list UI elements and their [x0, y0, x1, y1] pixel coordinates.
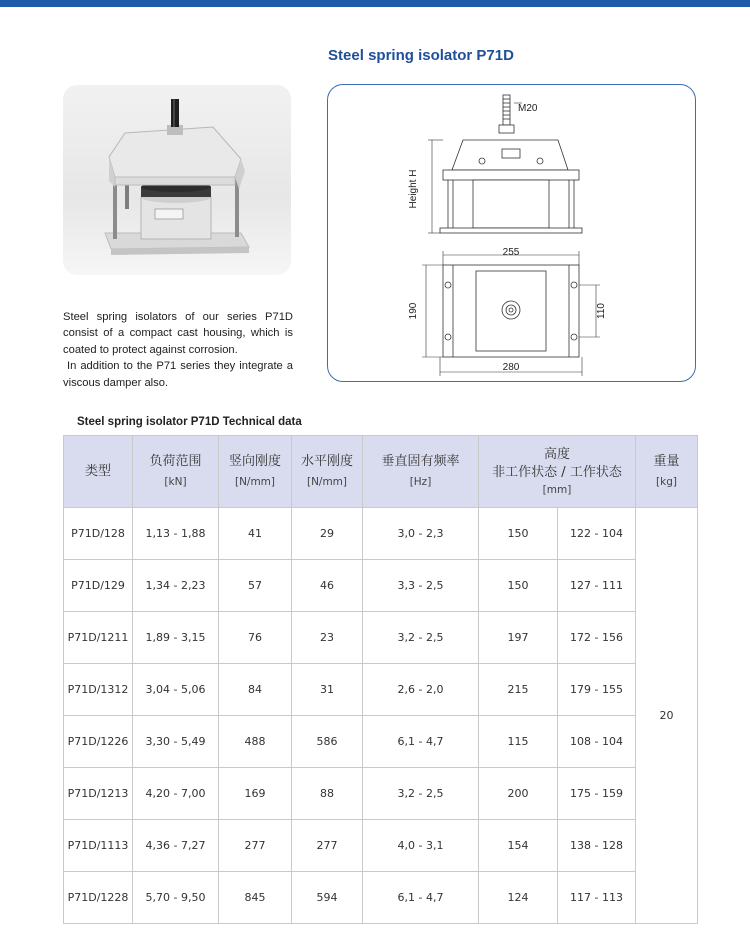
technical-data-table	[63, 435, 698, 924]
header-height: 高度 非工作状态 / 工作状态 [mm]	[479, 436, 636, 508]
dim-inner: 110	[596, 303, 607, 319]
cell-load: 4,20 - 7,00	[133, 768, 219, 820]
cell-vertical-stiffness: 845	[219, 872, 292, 924]
header-load: 负荷范围 [kN]	[133, 436, 219, 508]
cell-vertical-stiffness: 169	[219, 768, 292, 820]
table-row	[64, 560, 698, 612]
thread-label: M20	[518, 103, 538, 114]
cell-height-unloaded: 115	[479, 716, 558, 768]
cell-height-unloaded: 150	[479, 508, 558, 560]
cell-vertical-stiffness: 41	[219, 508, 292, 560]
page-title: Steel spring isolator P71D	[328, 47, 514, 64]
header-vertical-stiffness: 竖向刚度 [N/mm]	[219, 436, 292, 508]
cell-horizontal-stiffness: 46	[292, 560, 363, 612]
cell-height-unloaded: 200	[479, 768, 558, 820]
cell-height-loaded: 175 - 159	[558, 768, 636, 820]
table-row	[64, 820, 698, 872]
cell-horizontal-stiffness: 594	[292, 872, 363, 924]
table-row	[64, 612, 698, 664]
cell-height-loaded: 172 - 156	[558, 612, 636, 664]
cell-weight: 20	[636, 508, 698, 924]
table-header-row	[64, 436, 698, 508]
product-photo	[63, 85, 291, 275]
description-paragraph: In addition to the P71 series they integrate a viscous damper also.	[63, 360, 293, 389]
cell-load: 3,04 - 5,06	[133, 664, 219, 716]
header-horizontal-stiffness: 水平刚度 [N/mm]	[292, 436, 363, 508]
cell-vertical-stiffness: 84	[219, 664, 292, 716]
table-row	[64, 872, 698, 924]
cell-load: 1,34 - 2,23	[133, 560, 219, 612]
cell-load: 1,89 - 3,15	[133, 612, 219, 664]
cell-height-loaded: 108 - 104	[558, 716, 636, 768]
header-weight: 重量 [kg]	[636, 436, 698, 508]
cell-type: P71D/1211	[64, 612, 133, 664]
top-accent-bar	[0, 0, 750, 7]
cell-frequency: 2,6 - 2,0	[363, 664, 479, 716]
table-row	[64, 716, 698, 768]
cell-frequency: 6,1 - 4,7	[363, 716, 479, 768]
cell-load: 5,70 - 9,50	[133, 872, 219, 924]
table-row	[64, 664, 698, 716]
table-row	[64, 508, 698, 560]
cell-horizontal-stiffness: 586	[292, 716, 363, 768]
dim-top-width: 255	[502, 247, 520, 258]
cell-horizontal-stiffness: 31	[292, 664, 363, 716]
cell-height-loaded: 138 - 128	[558, 820, 636, 872]
cell-height-unloaded: 197	[479, 612, 558, 664]
cell-horizontal-stiffness: 277	[292, 820, 363, 872]
dimension-drawing	[328, 85, 697, 383]
cell-type: P71D/1228	[64, 872, 133, 924]
cell-height-loaded: 127 - 111	[558, 560, 636, 612]
cell-type: P71D/1226	[64, 716, 133, 768]
dim-bottom-width: 280	[502, 362, 520, 373]
cell-load: 3,30 - 5,49	[133, 716, 219, 768]
cell-type: P71D/129	[64, 560, 133, 612]
cell-height-unloaded: 215	[479, 664, 558, 716]
cell-height-loaded: 117 - 113	[558, 872, 636, 924]
cell-type: P71D/128	[64, 508, 133, 560]
cell-vertical-stiffness: 57	[219, 560, 292, 612]
cell-vertical-stiffness: 277	[219, 820, 292, 872]
cell-horizontal-stiffness: 23	[292, 612, 363, 664]
cell-height-loaded: 179 - 155	[558, 664, 636, 716]
cell-height-unloaded: 154	[479, 820, 558, 872]
cell-vertical-stiffness: 488	[219, 716, 292, 768]
table-title: Steel spring isolator P71D Technical data	[77, 416, 302, 428]
cell-frequency: 3,3 - 2,5	[363, 560, 479, 612]
isolator-photo-illustration	[63, 85, 291, 275]
cell-load: 1,13 - 1,88	[133, 508, 219, 560]
cell-height-unloaded: 150	[479, 560, 558, 612]
table-row	[64, 768, 698, 820]
product-description	[63, 309, 293, 391]
cell-frequency: 3,0 - 2,3	[363, 508, 479, 560]
cell-height-unloaded: 124	[479, 872, 558, 924]
cell-frequency: 3,2 - 2,5	[363, 768, 479, 820]
cell-vertical-stiffness: 76	[219, 612, 292, 664]
cell-type: P71D/1113	[64, 820, 133, 872]
header-frequency: 垂直固有频率 [Hz]	[363, 436, 479, 508]
cell-horizontal-stiffness: 29	[292, 508, 363, 560]
cell-load: 4,36 - 7,27	[133, 820, 219, 872]
technical-drawing	[327, 84, 696, 382]
cell-height-loaded: 122 - 104	[558, 508, 636, 560]
height-label: Height H	[408, 169, 419, 209]
cell-horizontal-stiffness: 88	[292, 768, 363, 820]
description-paragraph: Steel spring isolators of our series P71D consist of a compact cast housing, which is coated to protect against corrosion.	[63, 311, 293, 356]
cell-frequency: 3,2 - 2,5	[363, 612, 479, 664]
cell-type: P71D/1312	[64, 664, 133, 716]
cell-type: P71D/1213	[64, 768, 133, 820]
header-type: 类型	[64, 436, 133, 508]
dim-depth: 190	[408, 302, 419, 320]
cell-frequency: 6,1 - 4,7	[363, 872, 479, 924]
cell-frequency: 4,0 - 3,1	[363, 820, 479, 872]
